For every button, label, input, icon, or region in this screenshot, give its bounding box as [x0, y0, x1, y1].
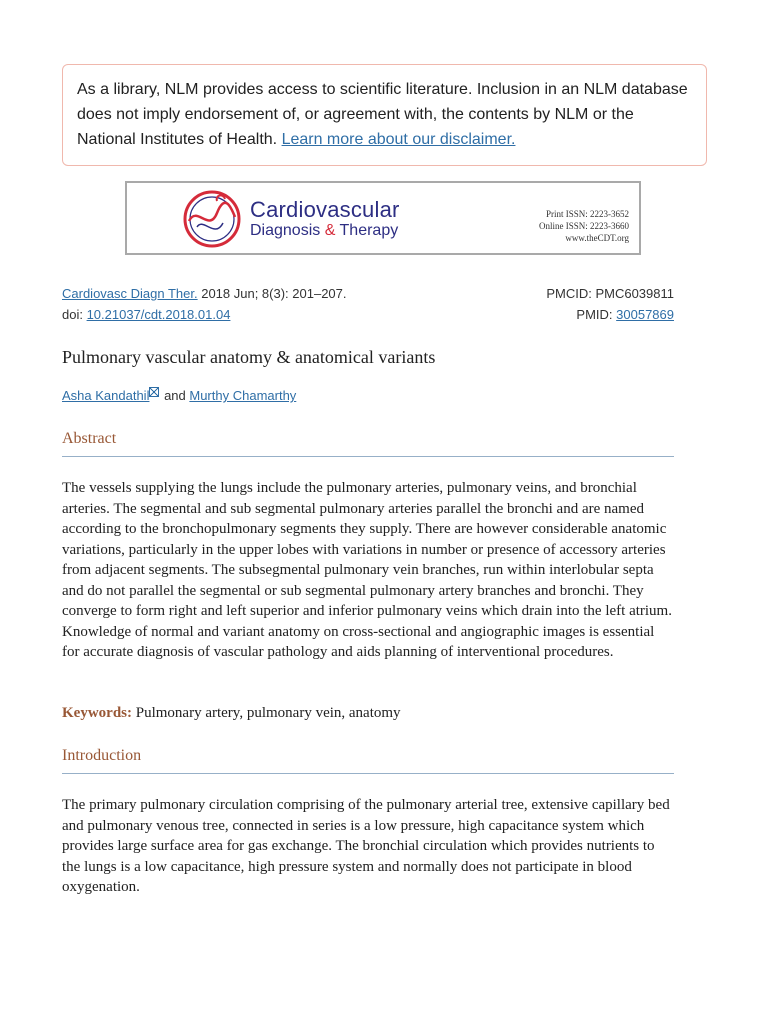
pmcid: PMCID: PMC6039811 — [546, 286, 674, 301]
doi-link[interactable]: 10.21037/cdt.2018.01.04 — [86, 307, 231, 322]
abstract-divider — [62, 456, 674, 457]
journal-name-ampersand: & — [324, 222, 336, 239]
keywords-label: Keywords: — [62, 705, 132, 721]
article-title: Pulmonary vascular anatomy & anatomical variants — [62, 347, 436, 367]
citation-row — [62, 286, 674, 301]
abstract-heading: Abstract — [62, 430, 117, 447]
journal-website: www.theCDT.org — [565, 233, 629, 243]
identifier-row — [62, 307, 674, 322]
disclaimer-notice — [62, 64, 707, 166]
pmid-link[interactable]: 30057869 — [616, 307, 674, 322]
journal-banner — [125, 181, 641, 255]
author-list — [62, 387, 296, 403]
author-separator: and — [160, 388, 190, 403]
journal-name-line1: Cardiovascular — [250, 197, 400, 222]
pmid-label: PMID: — [576, 307, 617, 322]
issn-block — [539, 208, 629, 244]
online-issn: Online ISSN: 2223-3660 — [539, 221, 629, 231]
mail-icon[interactable] — [149, 387, 159, 397]
keywords — [62, 703, 674, 724]
print-issn: Print ISSN: 2223-3652 — [545, 209, 629, 219]
doi-label: doi: — [62, 307, 87, 322]
journal-name-line2 — [250, 222, 398, 240]
citation-date-volume: 2018 Jun; 8(3): 201–207. — [197, 286, 347, 301]
journal-name-part-c: Therapy — [335, 222, 399, 239]
introduction-text: The primary pulmonary circulation comprising of the pulmonary arterial tree, extensive capillary bed and pulmonary venous tree, connected in series is a low pressure, high capacitance system which provides large surface area for gas exchange. The bronchial circulation which provides nutrients to the lungs is a low capacitance, high pressure system and normally does not participate in blood oxygenation. — [62, 797, 670, 895]
journal-name-part-a: Diagnosis — [250, 222, 325, 239]
keywords-list: Pulmonary artery, pulmonary vein, anatomy — [132, 705, 401, 721]
author-link-2[interactable]: Murthy Chamarthy — [189, 388, 297, 403]
author-link-1[interactable]: Asha Kandathil — [62, 388, 150, 403]
introduction-heading: Introduction — [62, 747, 142, 764]
pmid — [576, 307, 674, 322]
journal-logo-icon — [127, 183, 247, 253]
abstract-text: The vessels supplying the lungs include the pulmonary arteries, pulmonary veins, and bronchial arteries. The segmental and sub segmental pulmonary arteries parallel the bronchi and are named according to the bronchopulmonary segments they supply. There are however considerable anatomic variations, particularly in the upper lobes with variations in number or presence of accessory arteries from adjacent segments. The subsegmental pulmonary vein branches, run within interlobular septa and do not parallel the segmental or sub segmental pulmonary artery branches and bronchi. They converge to form right and left superior and inferior pulmonary veins which drain into the left atrium. Knowledge of normal and variant anatomy on cross-sectional and angiographic images is essential for accurate diagnosis of vascular pathology and aids planning of interventional procedures. — [62, 480, 672, 660]
introduction-divider — [62, 773, 674, 774]
journal-link[interactable]: Cardiovasc Diagn Ther. — [62, 286, 198, 301]
disclaimer-text: As a library, NLM provides access to scientific literature. Inclusion in an NLM database does not imply endorsement of, or agreement with, the contents by NLM or the National Institutes of Health. — [77, 81, 688, 148]
disclaimer-link[interactable]: Learn more about our disclaimer. — [281, 131, 516, 148]
